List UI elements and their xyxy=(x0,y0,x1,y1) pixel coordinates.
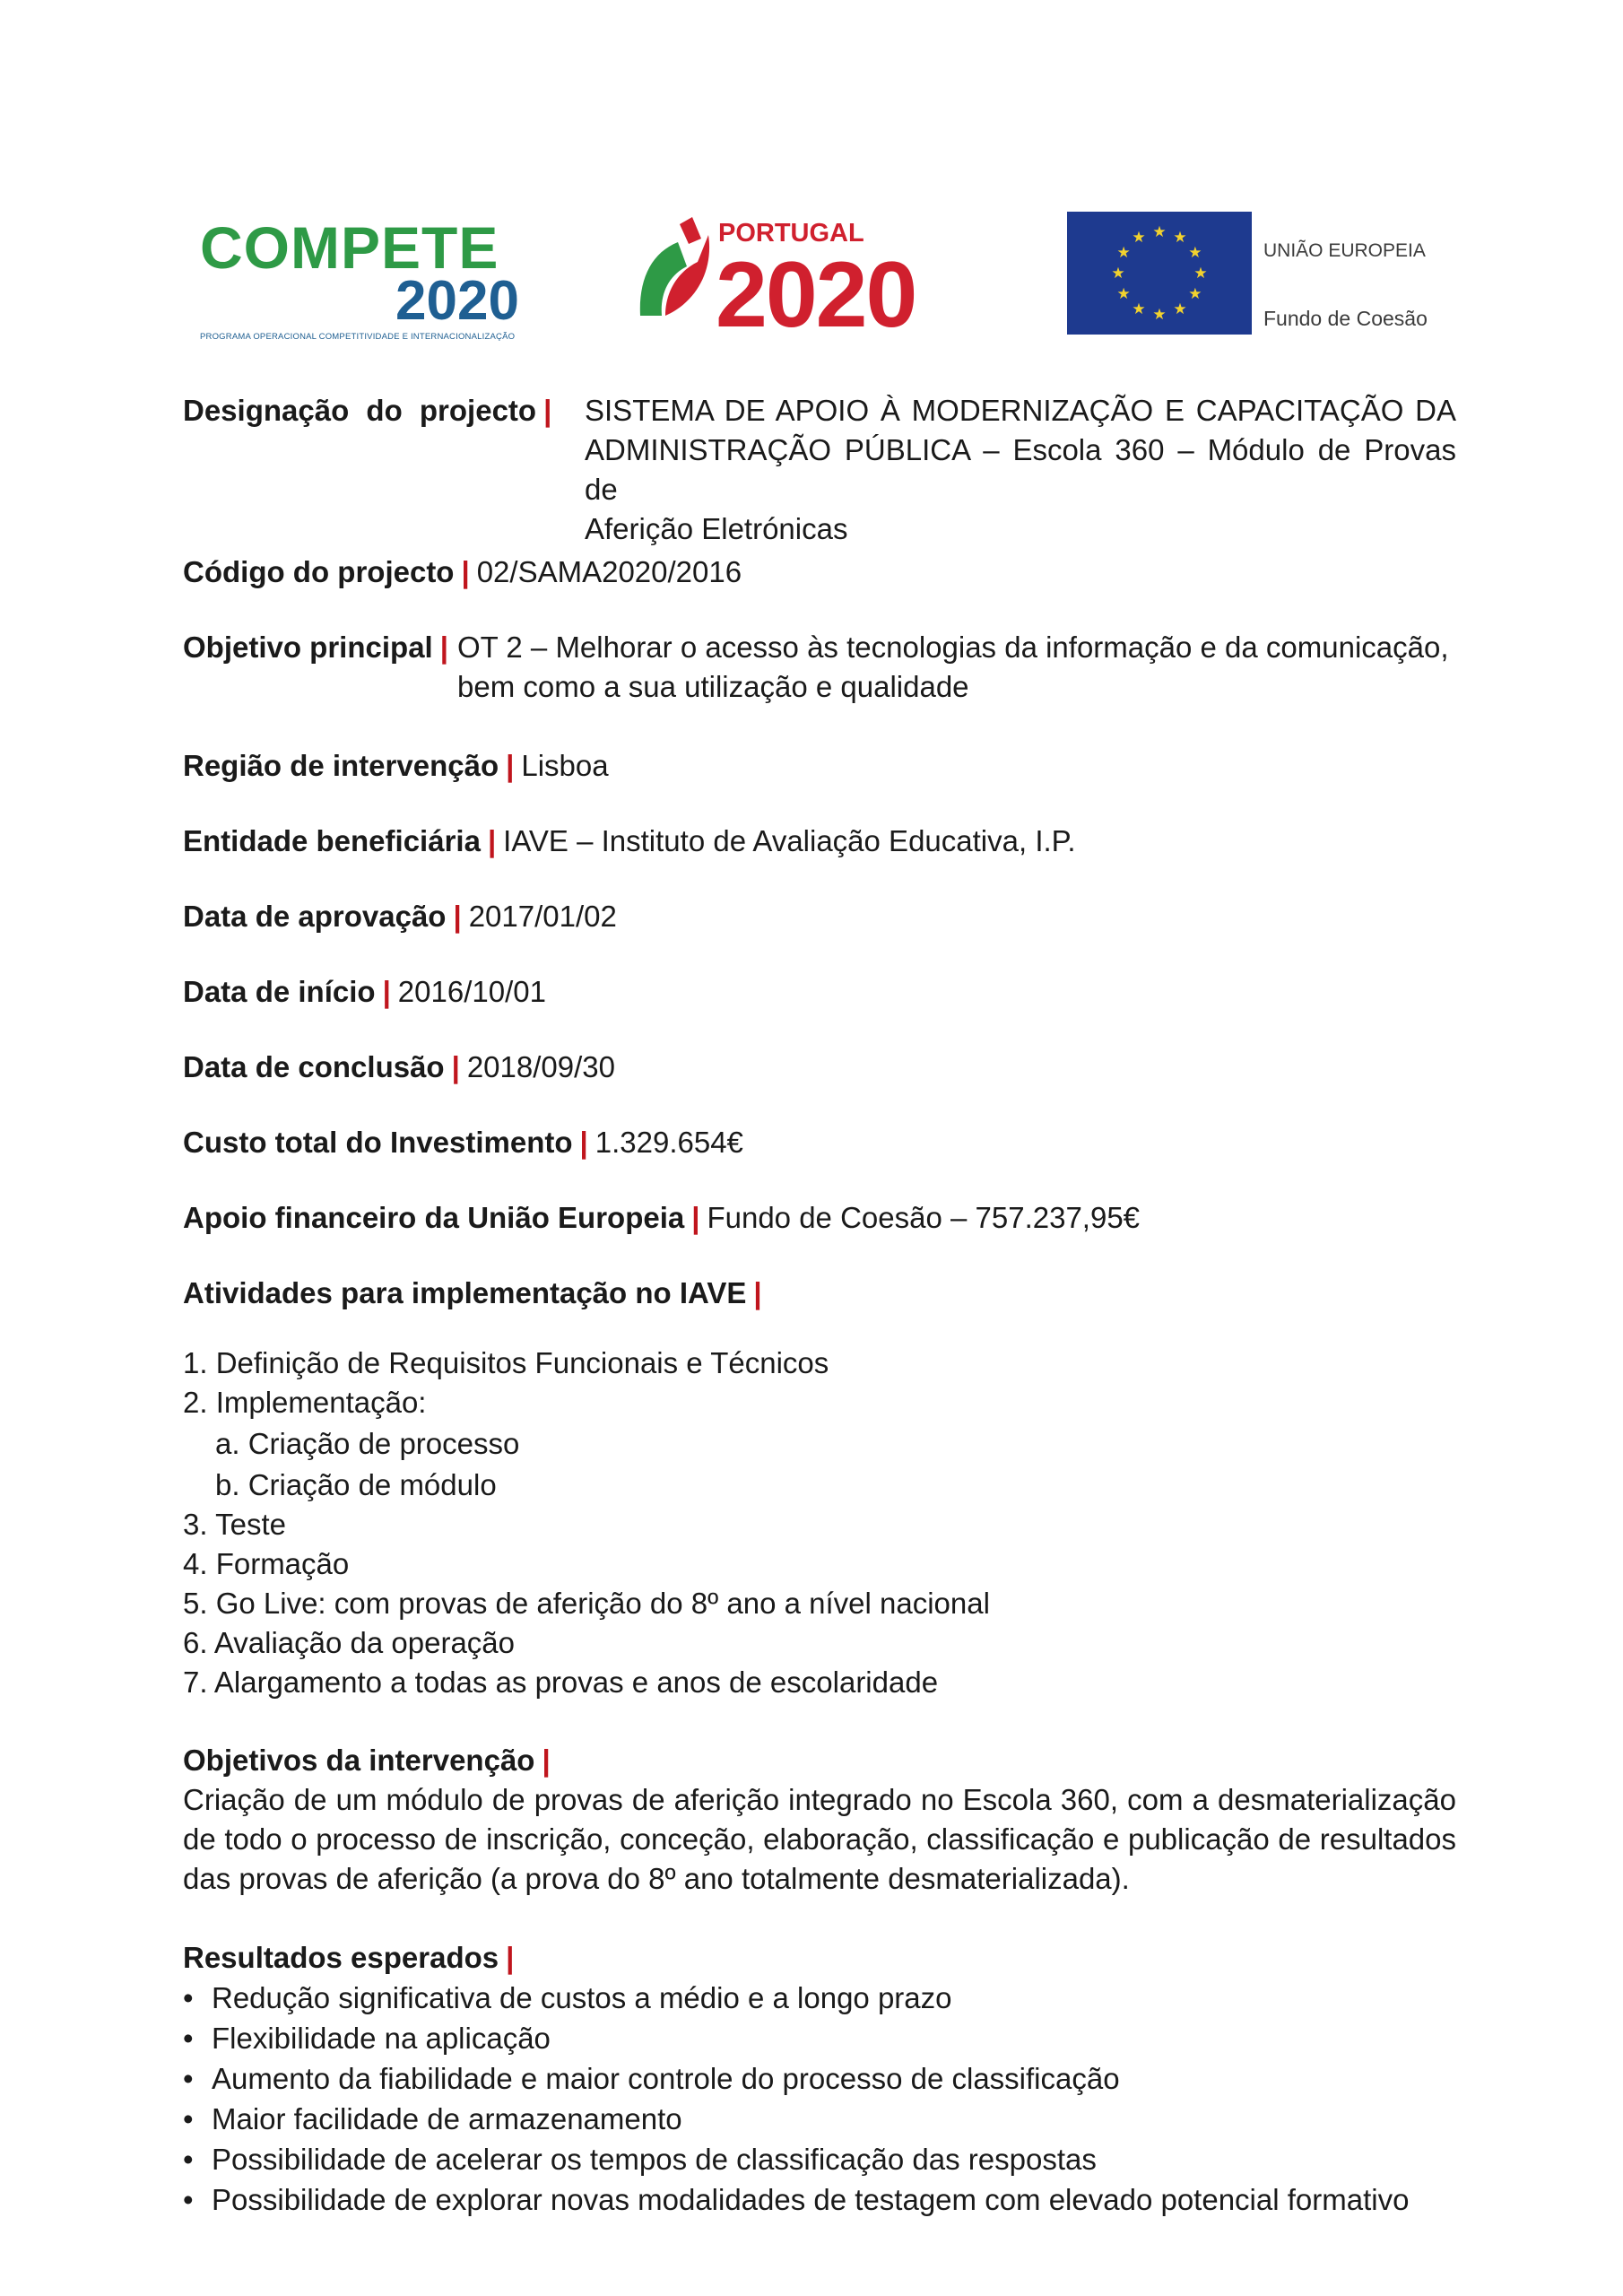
objetivo-label: Objetivo principal xyxy=(183,631,433,664)
codigo-value: 02/SAMA2020/2016 xyxy=(476,555,742,588)
eu-star-icon: ★ xyxy=(1111,265,1125,282)
separator-bar: | xyxy=(579,1126,588,1159)
separator-bar: | xyxy=(691,1201,700,1234)
list-item: 2. Implementação: xyxy=(183,1386,427,1419)
bullet-icon: • xyxy=(183,2102,194,2135)
objetivos-paragraph xyxy=(183,1780,1456,1899)
regiao-value: Lisboa xyxy=(521,749,609,782)
list-item: 5. Go Live: com provas de aferição do 8º ano a nível nacional xyxy=(183,1587,990,1620)
custo-value: 1.329.654€ xyxy=(595,1126,743,1159)
separator-bar: | xyxy=(506,749,515,782)
eu-star-icon: ★ xyxy=(1173,300,1187,317)
bullet-icon: • xyxy=(183,2062,194,2095)
separator-bar: | xyxy=(451,1050,460,1083)
list-item xyxy=(183,2059,1120,2099)
objetivo-line-2: bem como a sua utilização e qualidade xyxy=(457,670,969,703)
separator-bar: | xyxy=(506,1941,515,1974)
separator-bar: | xyxy=(461,555,470,588)
list-item: 4. Formação xyxy=(183,1547,350,1580)
logo-bar xyxy=(0,206,1623,350)
designacao-label: Designação do projecto xyxy=(183,394,537,427)
field-custo xyxy=(183,1123,743,1162)
compete-logo-word: COMPETE xyxy=(200,214,499,281)
list-item: 3. Teste xyxy=(183,1508,286,1541)
bullet-icon: • xyxy=(183,1981,194,2014)
list-item: 6. Avaliação da operação xyxy=(183,1626,516,1659)
compete-2020-logo xyxy=(200,213,559,348)
eu-flag-icon xyxy=(1067,212,1252,335)
portugal-logo-word: PORTUGAL xyxy=(718,219,864,248)
separator-bar: | xyxy=(439,631,448,664)
field-designacao xyxy=(183,391,559,430)
designacao-line-2: ADMINISTRAÇÃO PÚBLICA – Escola 360 – Módulo de Provas de xyxy=(585,433,1456,506)
atividades-heading xyxy=(183,1274,769,1313)
eu-star-icon: ★ xyxy=(1173,229,1187,247)
bullet-icon: • xyxy=(183,2022,194,2055)
field-objetivo xyxy=(183,628,456,667)
uniao-europeia-logo xyxy=(1067,212,1462,337)
list-item xyxy=(183,2180,1409,2220)
atividades-heading-text: Atividades para implementação no IAVE xyxy=(183,1276,747,1309)
field-apoio xyxy=(183,1198,1140,1238)
objetivos-line-3: das provas de aferição (a prova do 8º ano totalmente desmaterializada). xyxy=(183,1862,1130,1895)
eu-star-icon: ★ xyxy=(1193,265,1208,282)
data-aprovacao-label: Data de aprovação xyxy=(183,900,447,933)
bullet-icon: • xyxy=(183,2183,194,2216)
eu-star-icon: ★ xyxy=(1132,229,1146,247)
resultados-heading-text: Resultados esperados xyxy=(183,1941,499,1974)
data-inicio-value: 2016/10/01 xyxy=(397,975,546,1008)
separator-bar: | xyxy=(543,394,552,427)
list-item: a. Criação de processo xyxy=(215,1427,520,1460)
objetivos-heading-text: Objetivos da intervenção xyxy=(183,1744,535,1777)
portugal-2020-emblem-icon xyxy=(633,217,714,325)
eu-star-icon: ★ xyxy=(1132,300,1146,317)
data-inicio-label: Data de início xyxy=(183,975,376,1008)
data-conclusao-label: Data de conclusão xyxy=(183,1050,445,1083)
objetivo-line-1: OT 2 – Melhorar o acesso às tecnologias da informação e da comunicação, xyxy=(457,631,1449,664)
custo-label: Custo total do Investimento xyxy=(183,1126,573,1159)
portugal-2020-logo xyxy=(633,215,992,347)
apoio-value: Fundo de Coesão – 757.237,95€ xyxy=(707,1201,1141,1234)
list-item: b. Criação de módulo xyxy=(215,1468,497,1501)
separator-bar: | xyxy=(542,1744,551,1777)
objetivos-line-1: Criação de um módulo de provas de aferição integrado no Escola 360, com a desmaterialização xyxy=(183,1783,1456,1816)
eu-star-icon: ★ xyxy=(1116,285,1131,302)
resultados-heading xyxy=(183,1938,521,1978)
designacao-line-1: SISTEMA DE APOIO À MODERNIZAÇÃO E CAPACITAÇÃO DA xyxy=(585,394,1456,427)
separator-bar: | xyxy=(487,824,497,857)
field-data-aprovacao xyxy=(183,897,617,936)
list-item-text: Redução significativa de custos a médio e a longo prazo xyxy=(212,1981,952,2014)
list-item: 1. Definição de Requisitos Funcionais e Técnicos xyxy=(183,1346,829,1379)
eu-logo-fund: Fundo de Coesão xyxy=(1263,307,1428,330)
separator-bar: | xyxy=(382,975,391,1008)
portugal-logo-year: 2020 xyxy=(716,243,916,347)
field-entidade xyxy=(183,822,1076,861)
bullet-icon: • xyxy=(183,2143,194,2176)
entidade-label: Entidade beneficiária xyxy=(183,824,481,857)
list-item-text: Possibilidade de explorar novas modalidades de testagem com elevado potencial formativo xyxy=(212,2183,1410,2216)
field-codigo xyxy=(183,552,742,592)
objetivos-line-2: de todo o processo de inscrição, conceção, elaboração, classificação e publicação de resultados xyxy=(183,1822,1456,1856)
field-data-inicio xyxy=(183,972,546,1012)
list-item: 7. Alargamento a todas as provas e anos de escolaridade xyxy=(183,1665,939,1699)
list-item-text: Aumento da fiabilidade e maior controle do processo de classificação xyxy=(212,2062,1120,2095)
eu-star-icon: ★ xyxy=(1188,244,1202,261)
separator-bar: | xyxy=(753,1276,762,1309)
field-data-conclusao xyxy=(183,1048,615,1087)
eu-star-icon: ★ xyxy=(1188,285,1202,302)
objetivos-heading xyxy=(183,1741,558,1780)
list-item-text: Possibilidade de acelerar os tempos de classificação das respostas xyxy=(212,2143,1097,2176)
designacao-value xyxy=(585,391,1456,549)
eu-star-icon: ★ xyxy=(1152,223,1167,240)
eu-logo-name: UNIÃO EUROPEIA xyxy=(1263,240,1426,261)
list-item-text: Flexibilidade na aplicação xyxy=(212,2022,551,2055)
compete-logo-tagline: PROGRAMA OPERACIONAL COMPETITIVIDADE E INTERNACIONALIZAÇÃO xyxy=(200,332,516,342)
codigo-label: Código do projecto xyxy=(183,555,455,588)
list-item xyxy=(183,2019,551,2058)
list-item xyxy=(183,1979,952,2018)
objetivo-value xyxy=(457,628,1449,707)
data-aprovacao-value: 2017/01/02 xyxy=(468,900,617,933)
eu-star-icon: ★ xyxy=(1152,306,1167,323)
data-conclusao-value: 2018/09/30 xyxy=(466,1050,615,1083)
designacao-line-3: Aferição Eletrónicas xyxy=(585,512,848,545)
compete-logo-year: 2020 xyxy=(395,270,519,332)
apoio-label: Apoio financeiro da União Europeia xyxy=(183,1201,685,1234)
list-item xyxy=(183,2100,682,2139)
regiao-label: Região de intervenção xyxy=(183,749,499,782)
entidade-value: IAVE – Instituto de Avaliação Educativa, I.P. xyxy=(503,824,1076,857)
separator-bar: | xyxy=(453,900,462,933)
field-regiao xyxy=(183,746,609,786)
list-item-text: Maior facilidade de armazenamento xyxy=(212,2102,682,2135)
eu-star-icon: ★ xyxy=(1116,244,1131,261)
list-item xyxy=(183,2140,1097,2179)
